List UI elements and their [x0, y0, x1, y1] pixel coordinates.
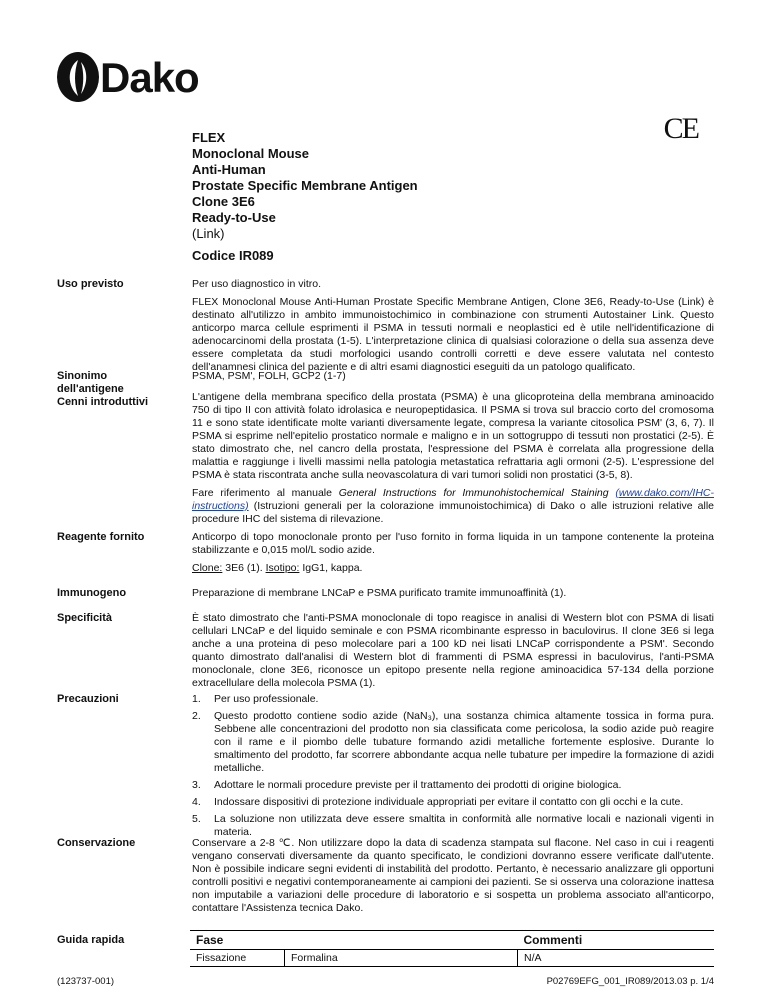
item-text: Questo prodotto contiene sodio azide (NaN₃), una sostanza chimica altamente tossica in forma pura. Sebbene alle concentrazioni del prodotto non sia classificata come pericolosa, la sodio azide può reagire con il rame e il piombo delle tubature formando azidi metalliche fortemente esplosive. Durante lo smaltimento del prodotto, far scorrere abbondante acqua nelle tubature per impedire la formazione di azidi metalliche. [214, 710, 714, 774]
list-item [192, 693, 714, 706]
dako-leaf-logo-icon [54, 48, 102, 106]
list-item [192, 779, 714, 792]
paragraph: FLEX Monoclonal Mouse Anti-Human Prostate Specific Membrane Antigen, Clone 3E6, Ready-to-Use (Link) è destinato all'utilizzo in ambito immunoistochimico in combinazione con strumenti Autostainer Link. Questo anticorpo marca cellule esprimenti il PSMA in tessuti normali e neoplastici ed è utile nell'identificazione di adenocarcinomi della prostata (1-5). L'interpretazione clinica di qualsiasi colorazione o della sua assenza deve essere completata da studi morfologici usando controlli corretti e deve essere valutata nel contesto dell'anamnesi clinica del paziente e di altri esami diagnostici eseguiti da un patologo qualificato. [192, 296, 714, 373]
paragraph: L'antigene della membrana specifico della prostata (PSMA) è una glicoproteina della membrana aminoacido 750 di tipo II con attività folato idrolasica e neuropeptidasica. Il PSMA si trova sul braccio corto del cromosoma 11 e sono state identificate molte varianti diversamente legate, compresa la variante citosolica PSM' (3, 6, 7). Il PSMA si esprime nell'epitelio prostatico normale e maligno e in un sottogruppo di tessuti non prostatici (2-5). È stato dimostrato che, nel cancro della prostata, l'espressione del PSMA è correlata alla progressione della malattia e raggiunge i livelli massimi nella patologia metastatica refrattaria agli ormoni (2-5). L'espressione del PSMA è stata riscontrata anche sulla neovascolatura di vari tumori solidi non prostatici (3-5, 8). [192, 391, 714, 481]
item-number: 3. [192, 779, 201, 791]
paragraph: Per uso diagnostico in vitro. [192, 278, 321, 290]
section-body-uso-previsto [192, 278, 714, 379]
item-number: 1. [192, 693, 201, 705]
isotipo-value: IgG1, kappa. [299, 562, 363, 574]
text-run: (Istruzioni generali per la colorazione immunoistochimica) di Dako o alle istruzioni relative alle procedure IHC del sistema di rilevazione. [192, 500, 714, 525]
ce-mark: CE [663, 112, 698, 145]
table-cell: N/A [518, 950, 715, 967]
section-body-immunogeno: Preparazione di membrane LNCaP e PSMA purificato tramite immunoaffinità (1). [192, 587, 567, 599]
manual-title: General Instructions for Immunohistochemical Staining [338, 487, 609, 499]
quick-guide-table [190, 930, 714, 967]
section-label-reagente: Reagente fornito [57, 531, 145, 543]
section-body-specificita: È stato dimostrato che l'anti-PSMA monoclonale di topo reagisce in analisi di Western blot con PSMA di lisati cellulari LNCaP e del liquido seminale e con PSMA ricombinante espresso in baculovirus. Il clone 3E6 si lega anche a una proteina di peso molecolare pari a 100 kD nei lisati LNCaP corrispondente a PSM'. Secondo quanto dimostrato dall'analisi di Western blot di frammenti di PSMA espressi in baculovirus, l'anti-PSMA monoclonale, clone 3E6, riconosce un epitopo presente nella regione aminoacidica 57-134 della porzione extracellulare della molecola PSMA (1). [192, 612, 714, 689]
table-cell: Fissazione [190, 950, 285, 967]
section-label-uso-previsto: Uso previsto [57, 278, 124, 290]
text-run: Fare riferimento al manuale [192, 487, 339, 499]
title-line: Anti-Human [192, 162, 266, 177]
table-row [190, 950, 714, 967]
list-item [192, 813, 714, 839]
section-label-cenni: Cenni introduttivi [57, 396, 149, 408]
clone-value: 3E6 (1). [222, 562, 263, 574]
item-text: Indossare dispositivi di protezione individuale appropriati per evitare il contatto con gli occhi e la cute. [214, 796, 684, 808]
paragraph [192, 487, 714, 526]
item-number: 5. [192, 813, 201, 825]
table-header [285, 931, 518, 950]
logo-text: Dako [100, 54, 199, 101]
section-label-sinonimo: Sinonimo dell'antigene [57, 370, 124, 395]
section-body-cenni [192, 391, 714, 531]
list-item [192, 710, 714, 775]
title-line: Ready-to-Use [192, 210, 276, 225]
section-body-precauzioni [192, 693, 714, 843]
paragraph [192, 562, 714, 575]
table-header: Fase [190, 931, 285, 950]
footer-doc-number: (123737-001) [57, 976, 115, 987]
title-line: FLEX [192, 130, 226, 145]
footer-page-info: P02769EFG_001_IR089/2013.03 p. 1/4 [546, 976, 714, 987]
table-header: Commenti [518, 931, 715, 950]
dako-logo [54, 46, 199, 106]
title-line-link: (Link) [192, 226, 225, 241]
clone-label: Clone: [192, 562, 223, 574]
section-label-specificita: Specificità [57, 612, 113, 624]
section-body-sinonimo: PSMA, PSM', FOLH, GCP2 (1-7) [192, 370, 346, 382]
table-cell: Formalina [285, 950, 518, 967]
ihc-instructions-link[interactable]: (www.dako.com/IHC-instructions) [192, 487, 714, 512]
product-title [192, 130, 592, 242]
section-label-precauzioni: Precauzioni [57, 693, 119, 705]
section-label-guida: Guida rapida [57, 934, 125, 946]
section-body-conservazione: Conservare a 2-8 ℃. Non utilizzare dopo la data di scadenza stampata sul flacone. Nel caso in cui i reagenti vengano conservati diversamente da quanto specificato, le condizioni dovranno essere verificate dall'utente. Non è possibile indicare segni evidenti di instabilità del prodotto. Pertanto, è necessario analizzare gli opportuni controlli positivi e negativi contemporaneamente ai campioni dei pazienti. Se si osserva una colorazione inattesa non imputabile a variazioni delle procedure di laboratorio e si sospetta un problema associato all'anticorpo, contattare l'Assistenza tecnica Dako. [192, 837, 714, 914]
title-line: Monoclonal Mouse [192, 146, 309, 161]
isotipo-label: Isotipo: [265, 562, 300, 574]
title-line: Clone 3E6 [192, 194, 255, 209]
precautions-list [192, 693, 714, 839]
item-text: La soluzione non utilizzata deve essere smaltita in conformità alle normative locali e nazionali vigenti in materia. [214, 813, 714, 838]
product-code: Codice IR089 [192, 248, 274, 263]
title-line: Prostate Specific Membrane Antigen [192, 178, 418, 193]
list-item [192, 796, 714, 809]
item-text: Adottare le normali procedure previste per il trattamento dei prodotti di origine biologica. [214, 779, 622, 791]
section-label-conservazione: Conservazione [57, 837, 136, 849]
section-label-immunogeno: Immunogeno [57, 587, 127, 599]
table-header-row [190, 931, 714, 950]
item-number: 2. [192, 710, 201, 722]
paragraph: Anticorpo di topo monoclonale pronto per l'uso fornito in forma liquida in un tampone contenente la proteina stabilizzante e 0,015 mol/L sodio azide. [192, 531, 714, 556]
item-text: Per uso professionale. [214, 693, 319, 705]
section-body-reagente [192, 531, 714, 580]
item-number: 4. [192, 796, 201, 808]
